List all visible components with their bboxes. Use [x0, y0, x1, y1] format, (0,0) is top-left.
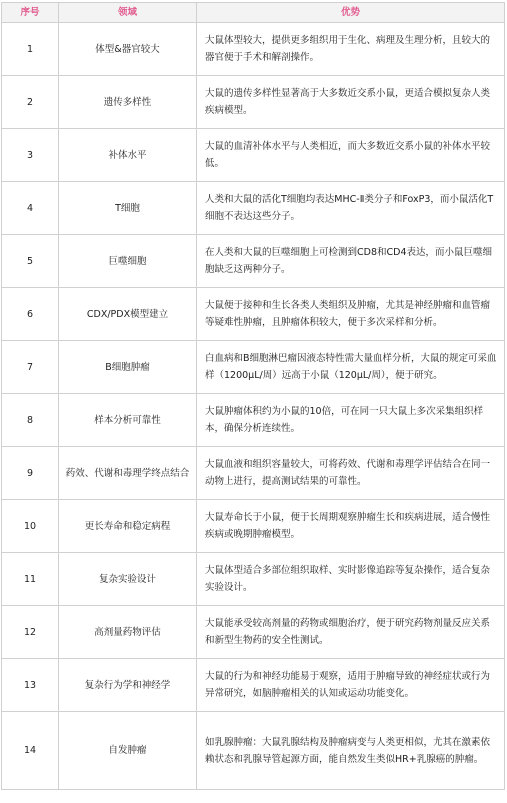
row-number: 8 [2, 394, 59, 447]
row-number: 2 [2, 76, 59, 129]
row-number: 12 [2, 606, 59, 659]
table-row [2, 341, 505, 394]
row-advantage: 大鼠的行为和神经功能易于观察，适用于肿瘤导致的神经症状或行为异常研究，如脑肿瘤相关的认知或运动功能变化。 [197, 659, 505, 712]
header-area: 领域 [59, 3, 197, 23]
row-number: 5 [2, 235, 59, 288]
row-area: 更长寿命和稳定病程 [59, 500, 197, 553]
row-number: 4 [2, 182, 59, 235]
row-number: 10 [2, 500, 59, 553]
row-advantage: 大鼠血液和组织容量较大，可将药效、代谢和毒理学评估结合在同一动物上进行，提高测试结果的可靠性。 [197, 447, 505, 500]
row-number: 7 [2, 341, 59, 394]
row-advantage: 人类和大鼠的活化T细胞均表达MHC-Ⅱ类分子和FoxP3，而小鼠活化T细胞不表达这些分子。 [197, 182, 505, 235]
row-number: 1 [2, 23, 59, 76]
row-area: 高剂量药物评估 [59, 606, 197, 659]
row-advantage: 大鼠便于接种和生长各类人类组织及肿瘤，尤其是神经肿瘤和血管瘤等疑难性肿瘤，且肿瘤体积较大，便于多次采样和分析。 [197, 288, 505, 341]
table-row [2, 659, 505, 712]
row-number: 6 [2, 288, 59, 341]
table-row [2, 288, 505, 341]
table-row [2, 235, 505, 288]
table-row [2, 447, 505, 500]
row-area: 补体水平 [59, 129, 197, 182]
row-area: CDX/PDX模型建立 [59, 288, 197, 341]
comparison-table [1, 2, 505, 790]
row-area: 巨噬细胞 [59, 235, 197, 288]
row-number: 14 [2, 712, 59, 790]
table-header [2, 3, 505, 23]
header-no: 序号 [2, 3, 59, 23]
row-number: 9 [2, 447, 59, 500]
table-body [2, 23, 505, 790]
table-row [2, 606, 505, 659]
table-row [2, 394, 505, 447]
row-area: 药效、代谢和毒理学终点结合 [59, 447, 197, 500]
row-area: 自发肿瘤 [59, 712, 197, 790]
row-advantage: 大鼠体型较大，提供更多组织用于生化、病理及生理分析，且较大的器官便于手术和解剖操作。 [197, 23, 505, 76]
row-advantage: 大鼠寿命长于小鼠，便于长周期观察肿瘤生长和疾病进展，适合慢性疾病或晚期肿瘤模型。 [197, 500, 505, 553]
row-area: 复杂实验设计 [59, 553, 197, 606]
row-number: 11 [2, 553, 59, 606]
table-row [2, 182, 505, 235]
row-advantage: 白血病和B细胞淋巴瘤因液态特性需大量血样分析，大鼠的规定可采血样（1200μL/周）远高于小鼠（120μL/周），便于研究。 [197, 341, 505, 394]
table-row [2, 712, 505, 790]
table-row [2, 76, 505, 129]
row-area: 遗传多样性 [59, 76, 197, 129]
row-area: B细胞肿瘤 [59, 341, 197, 394]
row-advantage: 在人类和大鼠的巨噬细胞上可检测到CD8和CD4表达，而小鼠巨噬细胞缺乏这两种分子。 [197, 235, 505, 288]
row-area: 样本分析可靠性 [59, 394, 197, 447]
table-row [2, 23, 505, 76]
row-advantage: 大鼠体型适合多部位组织取样、实时影像追踪等复杂操作，适合复杂实验设计。 [197, 553, 505, 606]
row-advantage: 如乳腺肿瘤：大鼠乳腺结构及肿瘤病变与人类更相似，尤其在激素依赖状态和乳腺导管起源方面，能自然发生类似HR+乳腺癌的肿瘤。 [197, 712, 505, 790]
table-row [2, 129, 505, 182]
header-advantage: 优势 [197, 3, 505, 23]
row-advantage: 大鼠的血清补体水平与人类相近，而大多数近交系小鼠的补体水平较低。 [197, 129, 505, 182]
table-row [2, 500, 505, 553]
row-area: 复杂行为学和神经学 [59, 659, 197, 712]
row-area: 体型&器官较大 [59, 23, 197, 76]
row-advantage: 大鼠肿瘤体积约为小鼠的10倍，可在同一只大鼠上多次采集组织样本，确保分析连续性。 [197, 394, 505, 447]
row-number: 3 [2, 129, 59, 182]
row-advantage: 大鼠的遗传多样性显著高于大多数近交系小鼠，更适合模拟复杂人类疾病模型。 [197, 76, 505, 129]
row-area: T细胞 [59, 182, 197, 235]
row-advantage: 大鼠能承受较高剂量的药物或细胞治疗，便于研究药物剂量反应关系和新型生物药的安全性测试。 [197, 606, 505, 659]
table-row [2, 553, 505, 606]
row-number: 13 [2, 659, 59, 712]
